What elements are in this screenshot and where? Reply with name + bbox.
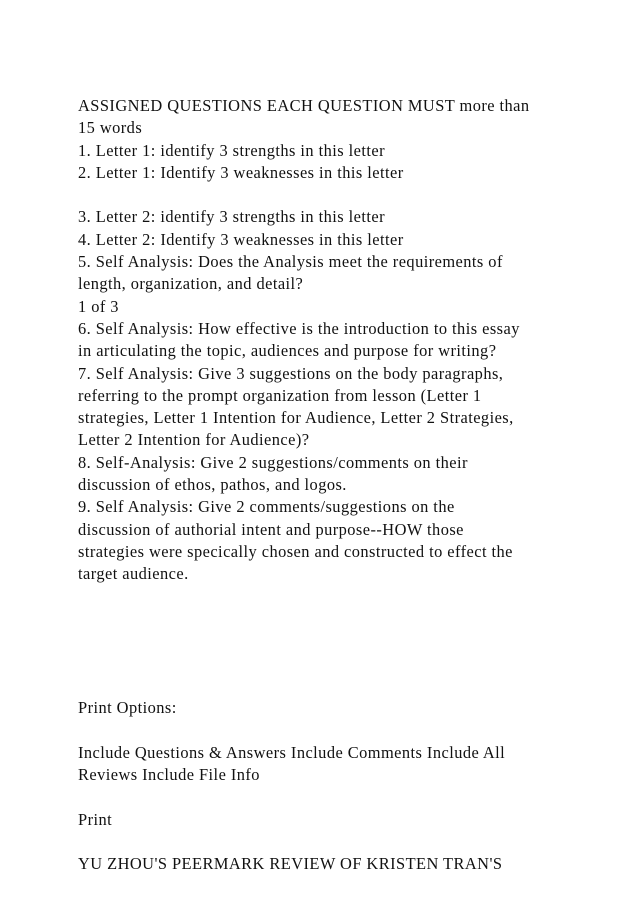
question-line: 7. Self Analysis: Give 3 suggestions on the body paragraphs, (78, 363, 504, 383)
question-line: 6. Self Analysis: How effective is the introduction to this essay (78, 318, 520, 338)
question-line: strategies were specically chosen and constructed to effect the (78, 541, 513, 561)
question-line: referring to the prompt organization from lesson (Letter 1 (78, 385, 482, 405)
document-page (78, 95, 598, 875)
heading-line-2: 15 words (78, 118, 143, 138)
page-counter: 1 of 3 (78, 296, 119, 316)
spacer (78, 831, 598, 853)
review-title: YU ZHOU'S PEERMARK REVIEW OF KRISTEN TRAN'S (78, 854, 503, 874)
heading-line-1: ASSIGNED QUESTIONS EACH QUESTION MUST more than (78, 96, 530, 115)
question-line: Letter 2 Intention for Audience)? (78, 430, 310, 450)
question-line: strategies, Letter 1 Intention for Audience, Letter 2 Strategies, (78, 408, 514, 428)
question-line: in articulating the topic, audiences and purpose for writing? (78, 341, 497, 361)
question-line: discussion of authorial intent and purpose--HOW those (78, 519, 464, 539)
question-line: 2. Letter 1: Identify 3 weaknesses in this letter (78, 162, 404, 182)
question-line: 4. Letter 2: Identify 3 weaknesses in this letter (78, 229, 404, 249)
spacer (78, 719, 598, 741)
include-options-line: Include Questions & Answers Include Comments Include All (78, 742, 506, 762)
question-line: 3. Letter 2: identify 3 strengths in this letter (78, 207, 386, 227)
question-line: 9. Self Analysis: Give 2 comments/suggestions on the (78, 497, 455, 517)
include-options-line: Reviews Include File Info (78, 764, 260, 784)
question-line: length, organization, and detail? (78, 274, 304, 294)
question-line: 1. Letter 1: identify 3 strengths in this letter (78, 140, 386, 160)
print-label: Print (78, 809, 113, 829)
print-options-label: Print Options: (78, 698, 177, 718)
question-line: discussion of ethos, pathos, and logos. (78, 475, 347, 495)
spacer (78, 786, 598, 808)
spacer (78, 586, 598, 698)
question-line: 8. Self-Analysis: Give 2 suggestions/comments on their (78, 452, 468, 472)
question-line: target audience. (78, 564, 189, 584)
spacer (78, 184, 598, 206)
question-line: 5. Self Analysis: Does the Analysis meet the requirements of (78, 252, 503, 272)
